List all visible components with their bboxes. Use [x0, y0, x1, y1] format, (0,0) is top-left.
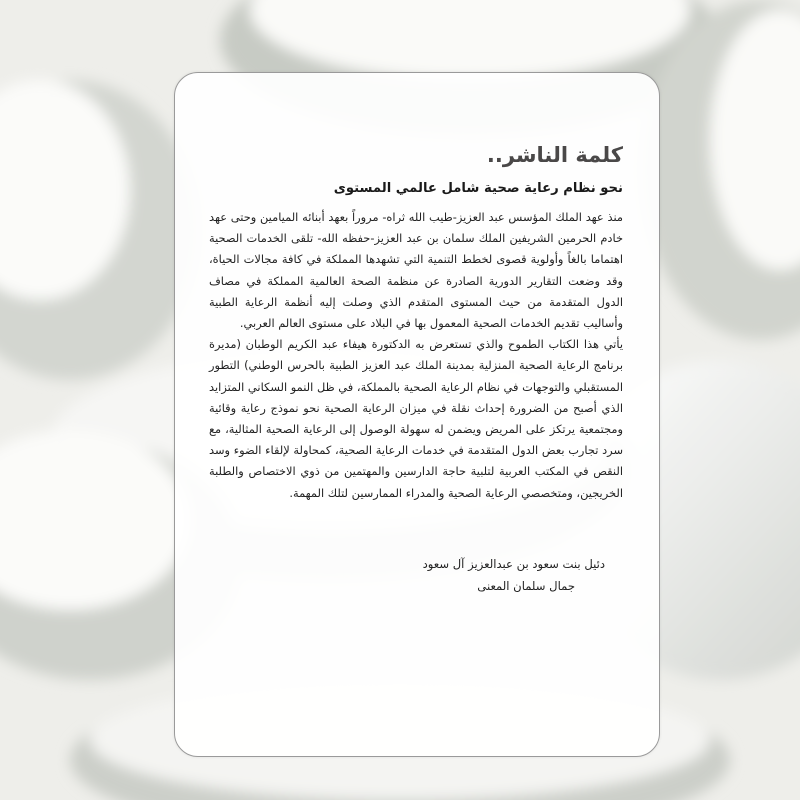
publisher-note-subtitle: نحو نظام رعاية صحية شامل عالمي المستوى	[333, 181, 623, 196]
publisher-note-body	[209, 207, 623, 504]
signature-block	[423, 553, 605, 597]
publisher-note-title: كلمة الناشر..	[486, 143, 623, 167]
publisher-note-panel	[174, 72, 660, 757]
paragraph: يأتي هذا الكتاب الطموح والذي تستعرض به الدكتورة هيفاء عبد الكريم الوطبان (مديرة برنامج الرعاية الصحية المنزلية بمدينة الملك عبد العزيز الطبية بالحرس الوطني) التطور المستقبلي والتوجهات في نظام الرعاية الصحية بالمملكة، في ظل النمو السكاني المتزايد الذي أصبح من الضرورة إحداث نقلة في ميزان الرعاية الصحية نحو نموذج رعاية وقائية ومجتمعية يرتكز على المريض ويضمن له سهولة الوصول إلى الرعاية الصحية المثالية، مع سرد تجارب بعض الدول المتقدمة في خدمات الرعاية الصحية، كمحاولة لإلقاء الضوء وسد النقص في المكتب العربية لتلبية حاجة الدارسين والمهتمين من ذوي الاختصاص والطلبة الخريجين، ومتخصصي الرعاية الصحية والمدراء الممارسين لتلك المهمة.	[209, 337, 623, 500]
signature-line: جمال سلمان المعنى	[477, 579, 575, 593]
paragraph: منذ عهد الملك المؤسس عبد العزيز-طيب الله ثراه- مروراً بعهد أبنائه الميامين وحتى عهد خادم الحرمين الشريفين الملك سلمان بن عبد العزيز-حفظه الله- تلقى الخدمات الصحية اهتماما بالغاً وأولوية قصوى لخطط التنمية التي تشهدها المملكة في كافة مجالات الحياة، وقد وضعت التقارير الدورية الصادرة عن منظمة الصحة العالمية المملكة في مصاف الدول المتقدمة من حيث المستوى المتقدم الذي وصلت إليه أنظمة الرعاية الطبية وأساليب تقديم الخدمات الصحية المعمول بها في البلاد على مستوى العالم العربي.	[209, 210, 623, 331]
signature-line: دئيل بنت سعود بن عبدالعزيز آل سعود	[422, 557, 605, 571]
